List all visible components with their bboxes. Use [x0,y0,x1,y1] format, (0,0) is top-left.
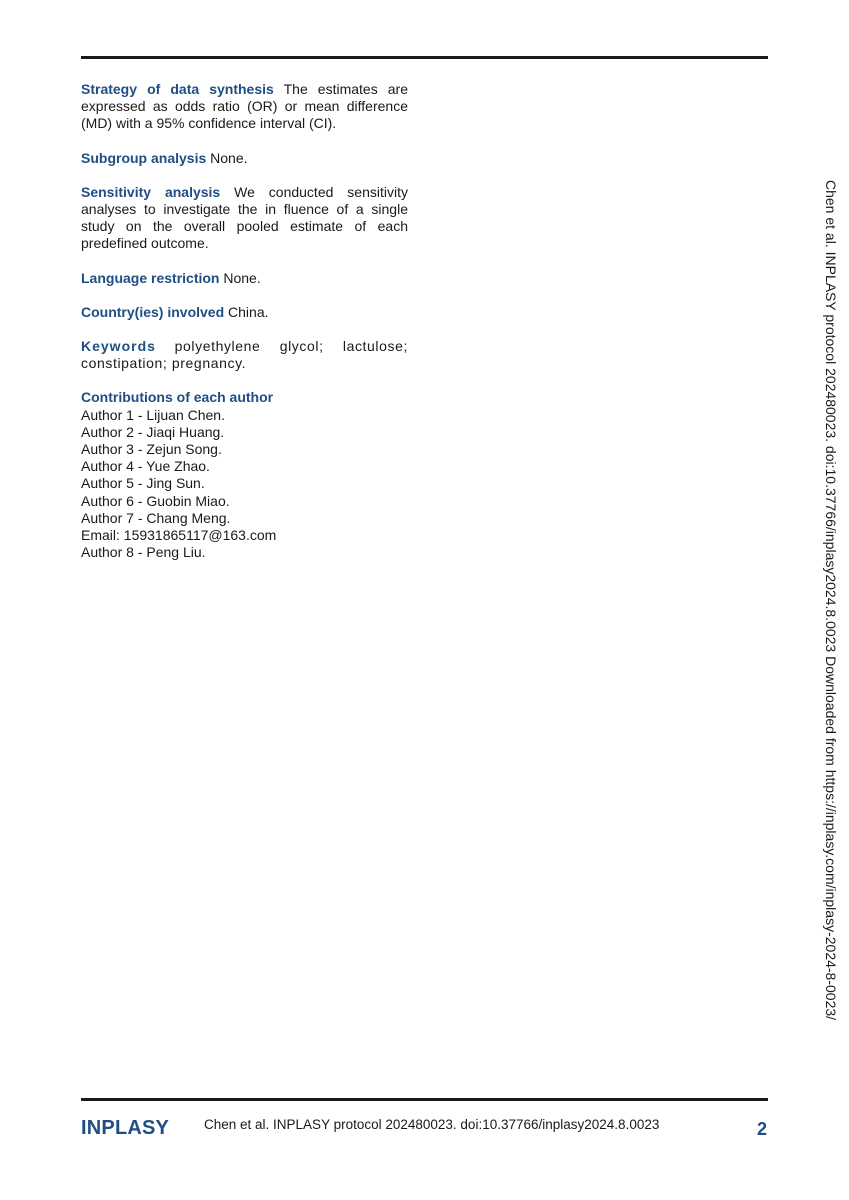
subgroup-paragraph [81,150,408,167]
keywords-paragraph [81,338,408,372]
author-line: Author 6 - Guobin Miao. [81,492,230,509]
main-column [81,81,408,561]
footer-citation: Chen et al. INPLASY protocol 202480023. doi:10.37766/inplasy2024.8.0023 [204,1117,660,1132]
language-heading: Language restriction [81,269,220,286]
download-side-note: Chen et al. INPLASY protocol 202480023. doi:10.37766/inplasy2024.8.0023 Downloaded from https://inplasy.com/inplasy-2024-8-0023/ [823,180,839,1021]
author-line: Author 4 - Yue Zhao. [81,458,210,475]
author-line: Author 2 - Jiaqi Huang. [81,423,225,440]
sensitivity-text: We conducted sensitivity analyses to investigate the in fluence of a single study on the overall pooled estimate of each predefined outcome. [81,183,408,252]
subgroup-heading: Subgroup analysis [81,149,207,166]
keywords-heading: Keywords [81,338,156,355]
author-line: Author 1 - Lijuan Chen. [81,406,225,423]
country-text: China. [228,303,269,320]
country-heading: Country(ies) involved [81,303,225,320]
strategy-paragraph [81,81,408,133]
sensitivity-heading: Sensitivity analysis [81,183,221,200]
author-line: Author 7 - Chang Meng. [81,509,231,526]
language-text: None. [223,269,261,286]
footer-brand-logo: INPLASY [81,1117,170,1139]
header-rule [81,56,768,59]
author-line: Author 5 - Jing Sun. [81,475,205,492]
country-paragraph [81,304,408,321]
language-paragraph [81,270,408,287]
author-line: Author 8 - Peng Liu. [81,544,206,561]
strategy-heading: Strategy of data synthesis [81,81,274,97]
contributions-heading: Contributions of each author [81,389,274,406]
page-number: 2 [757,1119,768,1139]
footer-rule [81,1098,768,1101]
contributions-block [81,389,408,561]
keywords-text: polyethylene glycol; lactulose; constipation; pregnancy. [81,338,409,372]
subgroup-text: None. [210,149,248,166]
sensitivity-paragraph [81,184,408,253]
author-email: Email: 15931865117@163.com [81,527,277,544]
strategy-text: The estimates are expressed as odds ratio (OR) or mean difference (MD) with a 95% confidence interval (CI). [81,81,408,132]
author-line: Author 3 - Zejun Song. [81,441,222,458]
